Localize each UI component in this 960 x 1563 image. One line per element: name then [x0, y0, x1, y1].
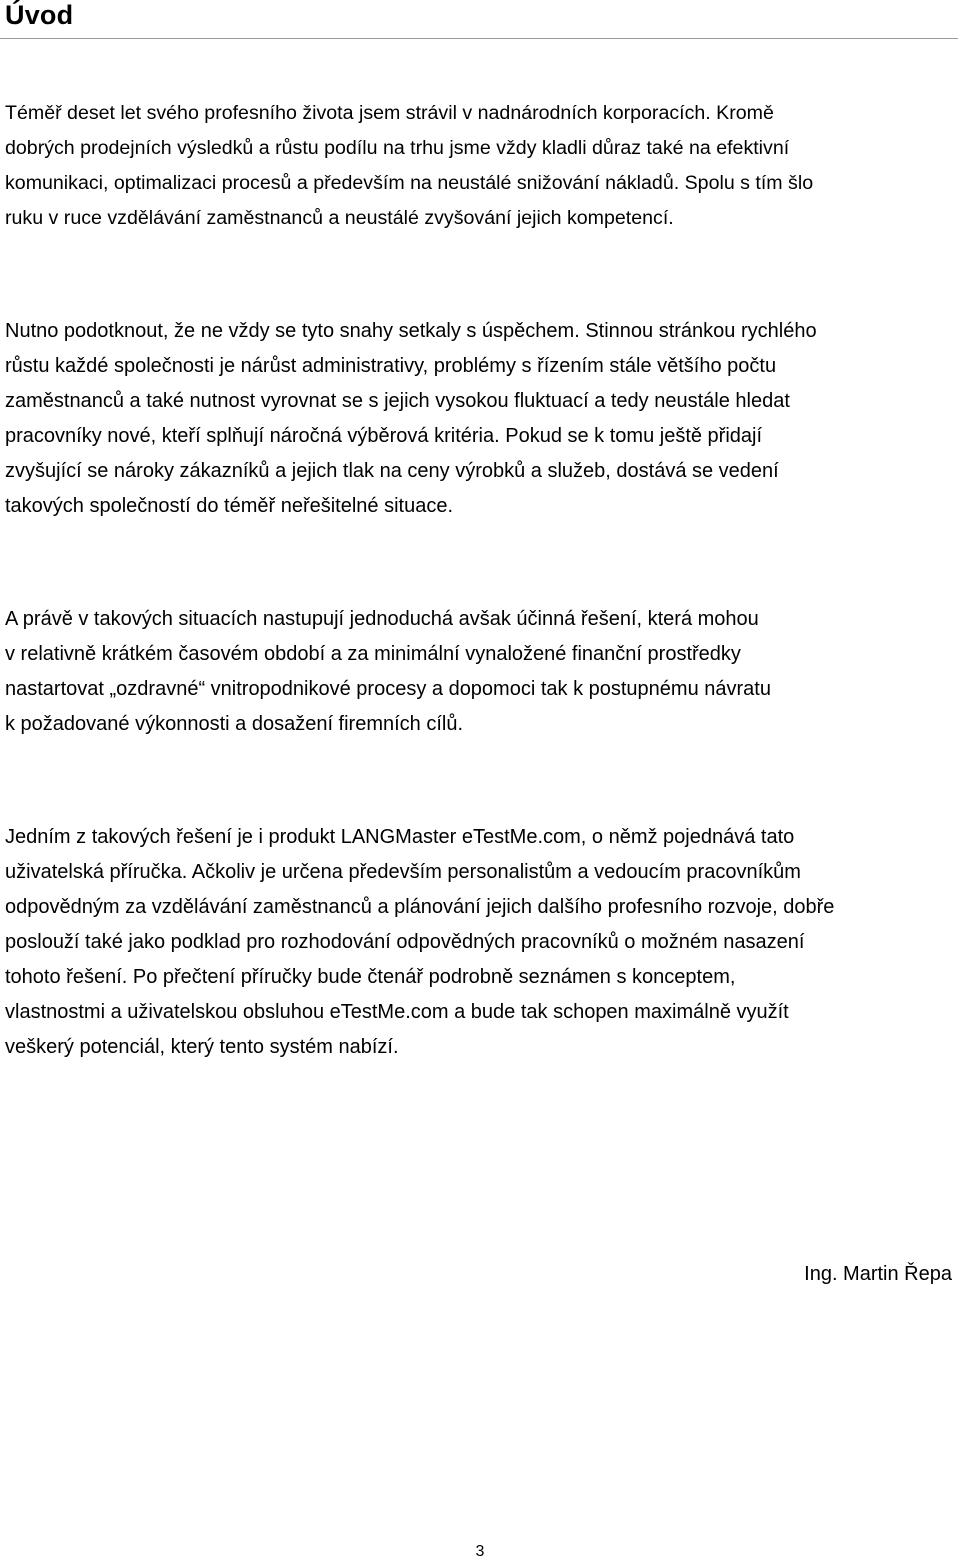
paragraph-line: A právě v takových situacích nastupují jednoduchá avšak účinná řešení, která mohou [5, 608, 759, 630]
paragraph-line: zaměstnanců a také nutnost vyrovnat se s jejich vysokou fluktuací a tedy neustále hledat [5, 390, 790, 412]
paragraph-challenges [5, 314, 955, 524]
paragraph-line: takových společností do téměř neřešitelné situace. [5, 495, 454, 517]
paragraph-line: dobrých prodejních výsledků a růstu podílu na trhu jsme vždy kladli důraz také na efektivní [5, 137, 790, 159]
paragraph-line: ruku v ruce vzdělávání zaměstnanců a neustálé zvyšování jejich kompetencí. [5, 207, 674, 229]
paragraph-line: tohoto řešení. Po přečtení příručky bude čtenář podrobně seznámen s konceptem, [5, 966, 736, 988]
paragraph-line: růstu každé společnosti je nárůst administrativy, problémy s řízením stále většího počtu [5, 355, 777, 377]
paragraph-line: Téměř deset let svého profesního života jsem strávil v nadnárodních korporacích. Kromě [5, 102, 774, 124]
author-signature: Ing. Martin Řepa [804, 1263, 952, 1285]
paragraph-line: pracovníky nové, kteří splňují náročná výběrová kritéria. Pokud se k tomu ještě přidají [5, 425, 763, 447]
paragraph-line: odpovědným za vzdělávání zaměstnanců a plánování jejich dalšího profesního rozvoje, dobře [5, 896, 835, 918]
paragraph-solutions [5, 602, 955, 742]
paragraph-line: v relativně krátkém časovém období a za minimální vynaložené finanční prostředky [5, 643, 741, 665]
title-underline [0, 38, 958, 39]
paragraph-line: k požadované výkonnosti a dosažení firemních cílů. [5, 713, 464, 735]
paragraph-line: vlastnostmi a uživatelskou obsluhou eTestMe.com a bude tak schopen maximálně využít [5, 1001, 789, 1023]
paragraph-line: uživatelská příručka. Ačkoliv je určena především personalistům a vedoucím pracovníkům [5, 861, 801, 883]
paragraph-line: komunikaci, optimalizaci procesů a především na neustálé snižování nákladů. Spolu s tím šlo [5, 172, 814, 194]
page-number: 3 [475, 1543, 485, 1560]
paragraph-product [5, 820, 955, 1065]
paragraph-line: Nutno podotknout, že ne vždy se tyto snahy setkaly s úspěchem. Stinnou stránkou rychlého [5, 320, 817, 342]
paragraph-line: poslouží také jako podklad pro rozhodování odpovědných pracovníků o možném nasazení [5, 931, 805, 953]
paragraph-line: nastartovat „ozdravné“ vnitropodnikové procesy a dopomoci tak k postupnému návratu [5, 678, 771, 700]
page-title: Úvod [5, 0, 74, 30]
paragraph-intro [5, 96, 955, 236]
paragraph-line: Jedním z takových řešení je i produkt LANGMaster eTestMe.com, o němž pojednává tato [5, 826, 795, 848]
paragraph-line: zvyšující se nároky zákazníků a jejich tlak na ceny výrobků a služeb, dostává se vedení [5, 460, 779, 482]
paragraph-line: veškerý potenciál, který tento systém nabízí. [5, 1036, 399, 1058]
